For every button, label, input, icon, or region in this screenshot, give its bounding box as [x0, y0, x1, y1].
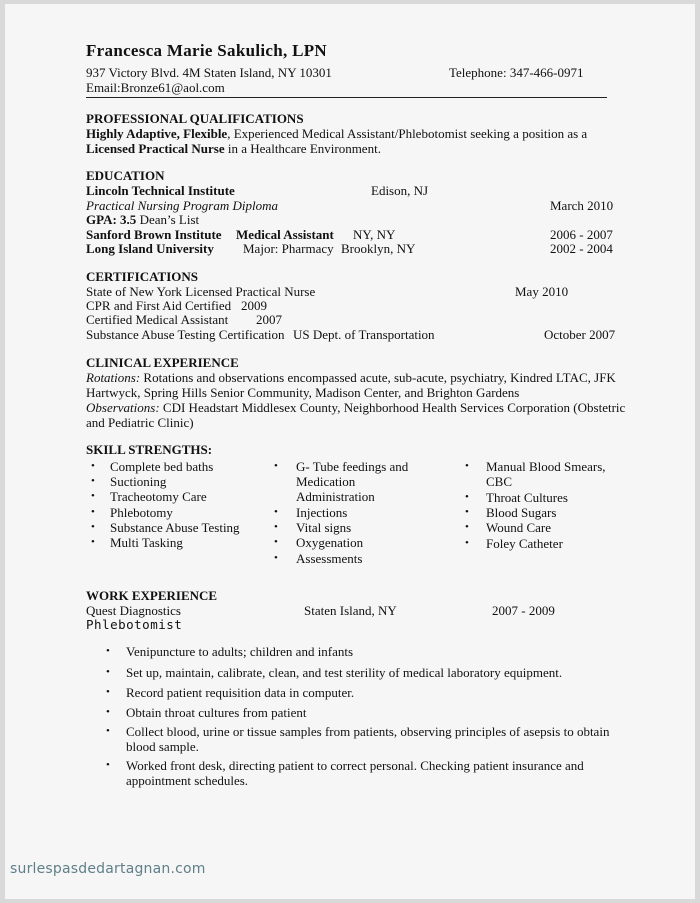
work-bullet-2-dot: • — [106, 666, 110, 678]
employer-location: Staten Island, NY — [304, 603, 397, 618]
certification-1-date: May 2010 — [515, 284, 569, 299]
rotations-line-2: Hartwyck, Spring Hills Senior Community, Madison Center, and Brighton Gardens — [86, 385, 520, 400]
qualifications-line-1 — [86, 126, 587, 141]
school-2-date: 2006 - 2007 — [550, 227, 613, 242]
header-divider — [86, 97, 607, 98]
address: 937 Victory Blvd. 4M Staten Island, NY 10301 — [86, 65, 332, 80]
work-bullet-5-line-2: blood sample. — [126, 739, 199, 754]
gpa-label: GPA: 3.5 — [86, 212, 137, 227]
skill-bullet-dot: • — [465, 491, 469, 503]
certification-4-org: US Dept. of Transportation — [293, 327, 435, 342]
candidate-name: Francesca Marie Sakulich, LPN — [86, 41, 328, 60]
work-heading: WORK EXPERIENCE — [86, 588, 218, 603]
skill-item: Injections — [296, 505, 348, 520]
resume-page — [5, 4, 695, 899]
employment-dates: 2007 - 2009 — [492, 603, 555, 618]
skill-item: Medication — [296, 474, 356, 490]
skill-item: Vital signs — [296, 520, 352, 536]
school-2: Sanford Brown Institute — [86, 227, 222, 242]
work-bullet-6-line-1: Worked front desk, directing patient to correct personal. Checking patient insurance and — [126, 758, 584, 773]
work-bullet-3: Record patient requisition data in computer. — [126, 685, 355, 700]
skill-bullet-dot: • — [465, 536, 469, 549]
certification-2: CPR and First Aid Certified — [86, 298, 232, 313]
rotations-line-1 — [86, 370, 616, 385]
school-3-date: 2002 - 2004 — [550, 241, 613, 256]
skill-item: Manual Blood Smears, — [486, 459, 606, 474]
qualifications-text-1: , Experienced Medical Assistant/Phlebotomist seeking a position as a — [227, 126, 588, 141]
work-bullet-2: Set up, maintain, calibrate, clean, and test sterility of medical laboratory equipment. — [126, 665, 563, 680]
school-1-program: Practical Nursing Program Diploma — [86, 198, 278, 213]
education-heading: EDUCATION — [86, 168, 165, 183]
job-title: Phlebotomist — [86, 617, 183, 632]
school-2-program: Medical Assistant — [236, 227, 334, 242]
qualifications-line-2 — [86, 141, 381, 156]
certification-3-year: 2007 — [256, 312, 282, 327]
qualifications-bold-1: Highly Adaptive, Flexible — [86, 126, 228, 141]
work-bullet-3-dot: • — [106, 686, 110, 698]
skill-bullet-dot: • — [274, 551, 278, 564]
email: Email:Bronze61@aol.com — [86, 80, 225, 95]
skill-item: Wound Care — [486, 520, 552, 536]
gpa — [86, 212, 199, 227]
skill-item: Multi Tasking — [110, 535, 183, 550]
work-bullet-4-dot: • — [106, 706, 110, 718]
skills-heading: SKILL STRENGTHS: — [86, 442, 213, 457]
qualifications-text-2: in a Healthcare Environment. — [224, 141, 381, 156]
certification-4: Substance Abuse Testing Certification — [86, 327, 285, 342]
school-1-date: March 2010 — [550, 198, 614, 213]
skill-bullet-dot: • — [274, 506, 278, 518]
skill-item: Assessments — [296, 550, 363, 566]
skill-item: Blood Sugars — [486, 505, 557, 521]
certification-1: State of New York Licensed Practical Nurse — [86, 284, 316, 299]
skill-item: Oxygenation — [296, 535, 364, 551]
skill-item: Throat Cultures — [486, 490, 568, 505]
skill-bullet-dot: • — [274, 521, 278, 534]
certifications-heading: CERTIFICATIONS — [86, 269, 198, 284]
certification-2-year: 2009 — [241, 298, 267, 313]
qualifications-bold-2: Licensed Practical Nurse — [86, 141, 225, 156]
work-bullet-6-dot: • — [106, 759, 110, 771]
skill-bullet-dot: • — [91, 536, 95, 548]
observations-text-1: CDI Headstart Middlesex County, Neighborhood Health Services Corporation (Obstetric — [159, 400, 626, 415]
telephone: Telephone: 347-466-0971 — [449, 65, 584, 80]
skill-bullet-dot: • — [91, 505, 95, 518]
school-2-location: NY, NY — [353, 227, 396, 242]
work-bullet-5-line-1: Collect blood, urine or tissue samples from patients, observing principles of asepsis to obtain — [126, 724, 610, 739]
work-bullet-5-dot: • — [106, 725, 110, 737]
skill-bullet-dot: • — [91, 460, 95, 472]
certification-4-date: October 2007 — [544, 327, 616, 342]
watermark: surlespasdedartagnan.com — [10, 861, 206, 877]
school-3-major: Major: Pharmacy — [243, 241, 334, 256]
gpa-rest: Dean’s List — [136, 212, 200, 227]
skill-item: Administration — [296, 489, 375, 505]
work-bullet-1: Venipuncture to adults; children and infants — [126, 644, 354, 659]
school-1-location: Edison, NJ — [371, 183, 429, 198]
work-bullet-1-dot: • — [106, 645, 110, 657]
school-3-location: Brooklyn, NY — [341, 241, 416, 256]
employer: Quest Diagnostics — [86, 603, 181, 618]
school-1: Lincoln Technical Institute — [86, 183, 235, 198]
skill-item: Complete bed baths — [110, 459, 214, 474]
observations-label: Observations: — [86, 400, 160, 415]
skill-bullet-dot: • — [274, 536, 278, 549]
rotations-text-1: Rotations and observations encompassed acute, sub-acute, psychiatry, Kindred LTAC, JFK — [140, 370, 616, 385]
skill-item: Suctioning — [110, 474, 167, 490]
observations-line-1 — [86, 400, 625, 415]
skill-bullet-dot: • — [465, 521, 469, 534]
observations-line-2: and Pediatric Clinic) — [86, 415, 194, 430]
skill-item: G- Tube feedings and — [296, 459, 409, 474]
skill-bullet-dot: • — [91, 490, 95, 503]
skill-bullet-dot: • — [465, 460, 469, 472]
skill-item: Substance Abuse Testing — [110, 519, 240, 535]
skill-item: Tracheotomy Care — [110, 489, 207, 505]
skill-item: Foley Catheter — [486, 535, 563, 551]
school-3: Long Island University — [86, 241, 214, 256]
qualifications-heading: PROFESSIONAL QUALIFICATIONS — [86, 111, 304, 126]
skill-bullet-dot: • — [465, 506, 469, 519]
skill-bullet-dot: • — [91, 520, 95, 533]
skill-item: Phlebotomy — [110, 504, 173, 520]
certification-3: Certified Medical Assistant — [86, 312, 229, 327]
skill-item: CBC — [486, 474, 513, 490]
rotations-label: Rotations: — [86, 370, 141, 385]
skill-bullet-dot: • — [91, 475, 95, 488]
skill-bullet-dot: • — [274, 460, 278, 472]
clinical-heading: CLINICAL EXPERIENCE — [86, 355, 239, 370]
work-bullet-6-line-2: appointment schedules. — [126, 773, 249, 788]
work-bullet-4: Obtain throat cultures from patient — [126, 705, 307, 720]
